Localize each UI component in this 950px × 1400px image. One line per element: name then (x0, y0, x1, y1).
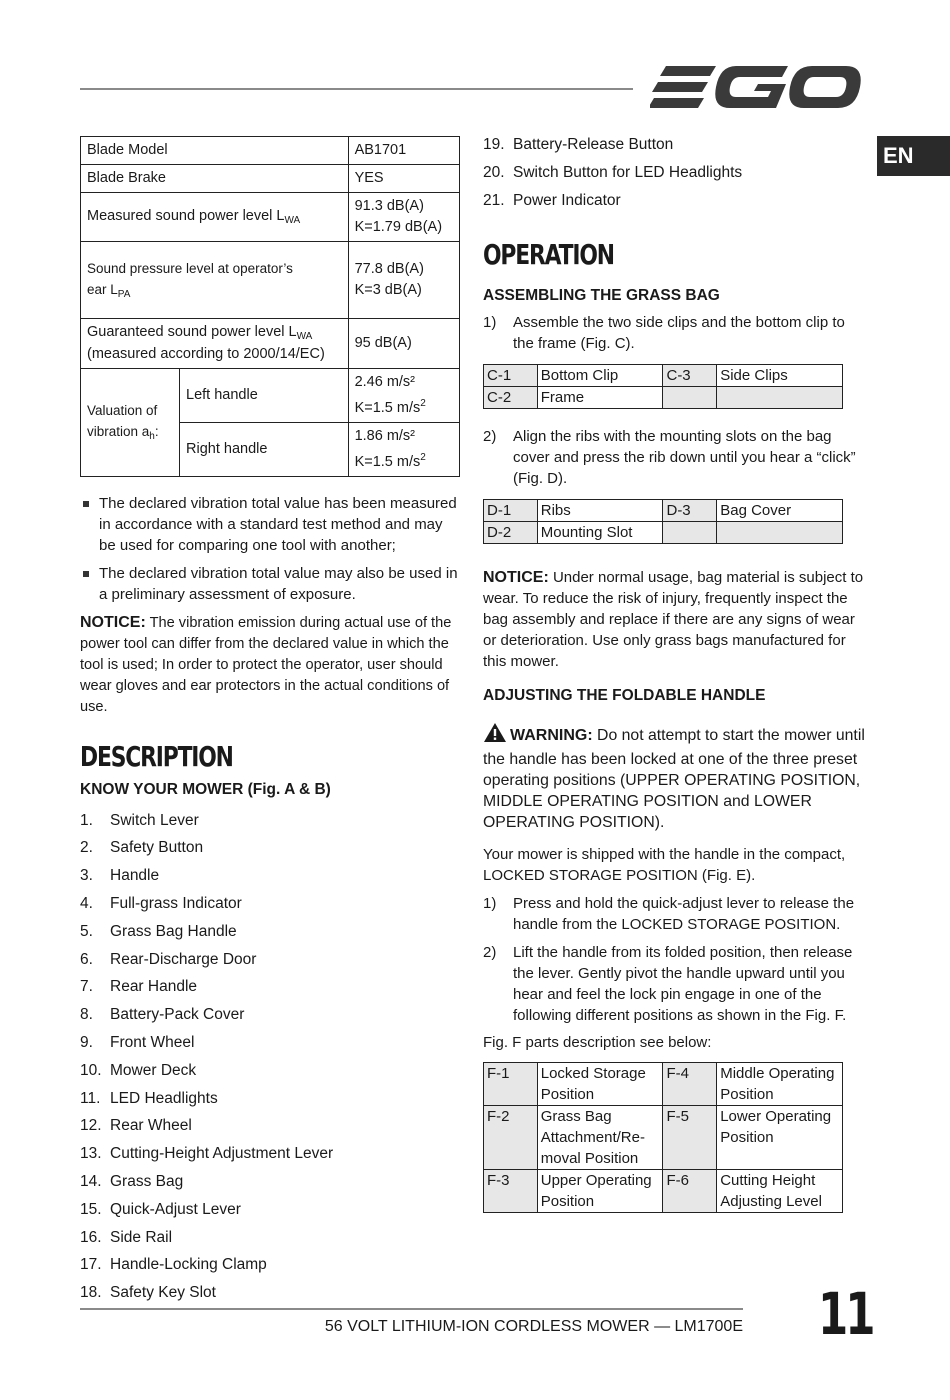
table-cell: Mounting Slot (537, 522, 663, 544)
table-cell: C-2 (484, 387, 538, 409)
know-your-mower-heading: KNOW YOUR MOWER (Fig. A & B) (80, 780, 331, 798)
item-number: 19. (483, 136, 505, 153)
item-label: Rear Handle (110, 978, 198, 996)
shipped-position-text: Your mower is shipped with the handle in the compact, LOCKED STORAGE POSITION (Fig. E). (483, 846, 846, 885)
table-cell (81, 193, 349, 242)
subscript: WA (284, 215, 301, 226)
left-column (80, 136, 462, 1309)
list-item (80, 1198, 462, 1226)
list-item (483, 133, 867, 161)
table-cell (348, 369, 459, 423)
item-number: 10. (80, 1061, 102, 1079)
list-item (80, 1226, 462, 1254)
right-handle-value: 1.86 m/s² (354, 427, 416, 444)
item-number: 6. (80, 950, 93, 968)
item-number: 2. (80, 839, 93, 857)
guaranteed-label: Guaranteed sound power level $L_{WA}$ (87, 324, 313, 342)
list-item: The declared vibration total value has been measured in accordance with a standard test method and may be used for comparing one tool with another; (80, 493, 462, 556)
vibration-label-2: vibration $a_h$: (87, 424, 159, 443)
list-item (80, 1031, 462, 1059)
item-label: Mower Deck (110, 1061, 197, 1079)
table-row (484, 500, 843, 522)
item-label: Safety Button (110, 839, 204, 857)
table-row (81, 369, 460, 423)
list-item (483, 942, 867, 1026)
footer-title: 56 VOLT LITHIUM-ION CORDLESS MOWER — LM1700E (324, 1318, 743, 1335)
item-number: 15. (80, 1200, 102, 1218)
table-cell: F-3 (484, 1170, 538, 1213)
warning-text: Do not attempt to start the mower until the handle has been locked at one of the three preset operating positions (UPPER OPERATING POSITION, MIDDLE OPERATING POSITION and LOWER OPERATING POSITION). (483, 727, 865, 832)
sound-power-k: K=1.79 dB(A) (354, 219, 443, 235)
right-handle-k: K=1.5 $m/s^2$ (354, 451, 426, 470)
table-cell (717, 387, 843, 409)
fig-d-parts-table (483, 499, 843, 544)
item-label: Handle-Locking Clamp (110, 1256, 267, 1274)
table-cell (348, 422, 459, 476)
item-number: 16. (80, 1228, 102, 1246)
adjusting-handle-heading: ADJUSTING THE FOLDABLE HANDLE (483, 687, 766, 705)
guaranteed-label-2: (measured according to 2000/14/EC) (87, 346, 325, 362)
list-item (80, 864, 462, 892)
table-cell (348, 242, 459, 319)
list-item (80, 1059, 462, 1087)
step-text: Lift the handle from its folded position, then release the lever. Gently pivot the handle upward until you hear and feel the lock pin engage in one of the following different positions as shown in the Fig. F. (513, 944, 853, 1025)
item-label: Quick-Adjust Lever (110, 1200, 241, 1218)
vibration-bullet-list (80, 493, 462, 605)
table-row (81, 242, 460, 319)
operation-heading: OPERATION (483, 238, 614, 272)
table-row (484, 365, 843, 387)
list-item (80, 1114, 462, 1142)
notice-label: NOTICE: (483, 569, 549, 587)
list-item (80, 809, 462, 837)
table-row (484, 387, 843, 409)
table-cell: D-3 (663, 500, 717, 522)
item-label: Rear Wheel (110, 1117, 192, 1135)
warning-triangle-icon (483, 722, 507, 749)
table-row (484, 1106, 843, 1170)
ego-logo (650, 62, 862, 117)
header-rule (80, 88, 633, 90)
assembling-grass-bag-heading: ASSEMBLING THE GRASS BAG (483, 287, 720, 305)
table-cell: F-5 (663, 1106, 717, 1170)
right-column (483, 133, 867, 1213)
list-item (80, 1170, 462, 1198)
table-cell: D-1 (484, 500, 538, 522)
table-cell: Side Clips (717, 365, 843, 387)
grass-bag-notice (483, 567, 867, 672)
item-label: Battery-Release Button (513, 136, 674, 153)
table-cell: Upper Operating Position (537, 1170, 663, 1213)
item-number: 18. (80, 1284, 102, 1302)
item-label: Grass Bag Handle (110, 922, 237, 940)
table-row (81, 319, 460, 369)
list-item: 2) Align the ribs with the mounting slots on the bag cover and press the rib down until you hear a “click” (Fig. D). (483, 428, 856, 488)
description-heading: DESCRIPTION (80, 739, 233, 773)
item-label: LED Headlights (110, 1089, 218, 1107)
list-item: The declared vibration total value may also be used in a preliminary assessment of exposure. (80, 563, 462, 605)
item-number: 21. (483, 191, 505, 209)
step-number: 2) (483, 944, 497, 962)
fig-f-parts-table (483, 1062, 843, 1213)
table-cell: C-1 (484, 365, 538, 387)
table-cell: Right handle (180, 422, 349, 476)
item-label: Side Rail (110, 1228, 173, 1246)
table-cell: Grass Bag Attachment/Re-moval Position (537, 1106, 663, 1170)
table-cell: YES (348, 165, 459, 193)
warning-label: WARNING: (510, 727, 593, 745)
table-cell: Locked Storage Position (537, 1063, 663, 1106)
item-number: 12. (80, 1117, 102, 1135)
sound-pressure-value: 77.8 dB(A) (354, 261, 424, 277)
grass-bag-steps (483, 312, 867, 354)
item-number: 7. (80, 978, 93, 996)
list-item (80, 892, 462, 920)
list-item: 1) Assemble the two side clips and the bottom clip to the frame (Fig. C). (483, 314, 845, 353)
list-item (80, 836, 462, 864)
step-number: 1) (483, 895, 497, 913)
bullet-square-icon (83, 501, 89, 507)
parts-list-continued (483, 133, 867, 216)
table-cell (348, 193, 459, 242)
page-number: 11 (818, 1280, 873, 1348)
table-cell: Lower Operating Position (717, 1106, 843, 1170)
list-item (80, 1003, 462, 1031)
left-handle-k: K=1.5 $m/s^2$ (354, 398, 426, 416)
list-item (483, 161, 867, 189)
notice-text: The vibration emission during actual use of the power tool can differ from the declared value in which the tool is used; In order to protect the operator, user should wear gloves and ear protectors in the actual conditions of use. (80, 614, 452, 715)
table-cell: Ribs (537, 500, 663, 522)
table-row (484, 1063, 843, 1106)
step-text: Press and hold the quick-adjust lever to release the handle from the LOCKED STORAGE POSITION. (513, 895, 855, 934)
list-item (80, 948, 462, 976)
item-number: 17. (80, 1256, 102, 1274)
left-handle-value: 2.46 m/s² (354, 374, 416, 390)
item-label: Front Wheel (110, 1034, 195, 1052)
table-cell: AB1701 (348, 137, 459, 165)
language-tab: EN (877, 136, 950, 176)
vibration-notice (80, 612, 462, 718)
item-number: 20. (483, 163, 505, 181)
item-number: 13. (80, 1145, 102, 1163)
table-cell: F-1 (484, 1063, 538, 1106)
table-cell: Left handle (180, 369, 349, 423)
specification-table (80, 136, 460, 477)
item-number: 11. (80, 1089, 101, 1107)
table-cell: F-6 (663, 1170, 717, 1213)
footer-rule (80, 1308, 743, 1310)
item-label: Grass Bag (110, 1173, 184, 1191)
handle-warning (483, 722, 867, 833)
table-cell: F-2 (484, 1106, 538, 1170)
item-number: 3. (80, 867, 93, 885)
list-item (80, 1142, 462, 1170)
list-item (483, 893, 867, 935)
table-cell: D-2 (484, 522, 538, 544)
table-row (484, 1170, 843, 1213)
table-cell (81, 319, 349, 369)
item-label: Power Indicator (513, 191, 621, 209)
notice-text: Under normal usage, bag material is subject to wear. To reduce the risk of injury, frequently inspect the bag assembly and replace if there are any signs of wear or deterioration. Use only grass bags manufactured for this mower. (483, 569, 864, 671)
table-cell: Bag Cover (717, 500, 843, 522)
item-label: Battery-Pack Cover (110, 1006, 245, 1024)
grass-bag-steps-2 (483, 426, 867, 489)
table-row (81, 193, 460, 242)
table-cell (717, 522, 843, 544)
item-number: 14. (80, 1173, 102, 1191)
list-item (80, 920, 462, 948)
table-row (81, 165, 460, 193)
parts-list (80, 809, 462, 1309)
sound-power-value: 91.3 dB(A) (354, 198, 424, 214)
item-label: Cutting-Height Adjustment Lever (110, 1145, 334, 1163)
sound-pressure-label: Sound pressure level at operator’s (87, 261, 293, 276)
vibration-label: Valuation of (87, 403, 158, 419)
item-label: Safety Key Slot (110, 1284, 216, 1302)
item-label: Switch Button for LED Headlights (513, 163, 743, 181)
item-number: 1. (80, 811, 93, 829)
notice-label: NOTICE: (80, 613, 146, 631)
item-label: Full-grass Indicator (110, 895, 242, 913)
table-cell: Bottom Clip (537, 365, 663, 387)
table-cell (663, 522, 717, 544)
table-row (484, 522, 843, 544)
item-label: Handle (110, 867, 160, 885)
table-cell (81, 369, 180, 477)
fig-f-intro: Fig. F parts description see below: (483, 1034, 712, 1052)
table-cell (81, 242, 349, 319)
item-number: 9. (80, 1034, 93, 1052)
table-cell (663, 387, 717, 409)
item-number: 5. (80, 922, 93, 940)
list-item (80, 1253, 462, 1281)
table-cell: 95 dB(A) (348, 319, 459, 369)
table-cell: Blade Model (81, 137, 349, 165)
item-number: 8. (80, 1006, 93, 1024)
table-cell: Frame (537, 387, 663, 409)
list-item (80, 975, 462, 1003)
item-number: 4. (80, 895, 93, 913)
table-cell: Blade Brake (81, 165, 349, 193)
fig-c-parts-table (483, 364, 843, 409)
sound-pressure-label-2: ear $L_{PA}$ (87, 282, 131, 300)
table-cell: F-4 (663, 1063, 717, 1106)
item-label: Rear-Discharge Door (110, 950, 257, 968)
bullet-square-icon (83, 571, 89, 577)
sound-pressure-k: K=3 dB(A) (354, 282, 422, 298)
list-item (483, 189, 867, 217)
table-row (81, 137, 460, 165)
handle-steps (483, 893, 867, 1026)
list-item (80, 1087, 462, 1115)
list-item (80, 1281, 462, 1309)
item-label: Switch Lever (110, 811, 199, 829)
sound-power-label: Measured sound power level L (87, 208, 285, 224)
table-cell: C-3 (663, 365, 717, 387)
table-cell: Cutting Height Adjusting Level (717, 1170, 843, 1213)
table-cell: Middle Operating Position (717, 1063, 843, 1106)
